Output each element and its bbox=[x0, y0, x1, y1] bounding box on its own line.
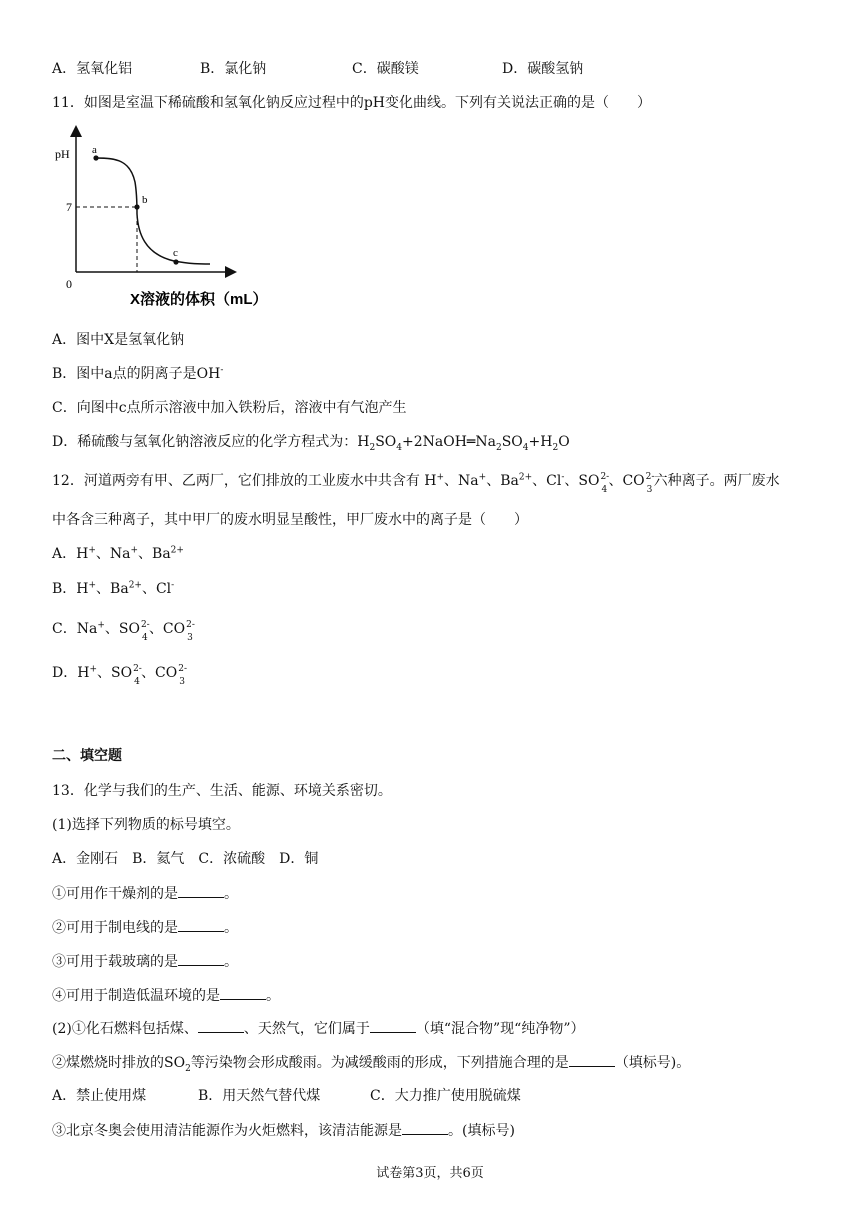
q12-option-d: D．H+、SO 2- 4 、CO 2- 3 bbox=[52, 664, 188, 687]
point-c bbox=[173, 259, 178, 264]
q13-item-3: ③可用于载玻璃的是 。 bbox=[52, 954, 238, 970]
point-b bbox=[134, 204, 139, 209]
q13-part2-a: (2)①化石燃料包括煤、 、天然气，它们属于 （填“混合物”现“纯净物”） bbox=[52, 1021, 585, 1037]
q13-stem: 13．化学与我们的生产、生活、能源、环境关系密切。 bbox=[52, 783, 392, 799]
q11-option-b: B．图中a点的阴离子是OH- bbox=[52, 365, 224, 382]
page-footer: 试卷第3页，共6页 bbox=[376, 1166, 484, 1181]
answer-blank[interactable] bbox=[178, 884, 224, 898]
answer-blank[interactable] bbox=[370, 1019, 416, 1033]
q12-stem-line2: 中各含三种离子，其中甲厂的废水明显呈酸性，甲厂废水中的离子是（ ） bbox=[52, 512, 528, 528]
point-a bbox=[93, 155, 98, 160]
q13-part2-b-option-a: A．禁止使用煤 bbox=[52, 1088, 147, 1104]
q11-option-a: A．图中X是氢氧化钠 bbox=[52, 332, 185, 348]
q10-option-b: B．氯化钠 bbox=[200, 61, 267, 77]
q13-part2-b-option-b: B．用天然气替代煤 bbox=[198, 1088, 321, 1104]
answer-blank[interactable] bbox=[569, 1053, 615, 1067]
origin-label: 0 bbox=[66, 277, 72, 291]
q13-item-2: ②可用于制电线的是 。 bbox=[52, 920, 238, 936]
x-axis-label: X溶液的体积（mL） bbox=[130, 291, 268, 308]
section-title: 二、填空题 bbox=[52, 748, 122, 764]
q12-option-a: A．H+、Na+、$Ba^{2+}$ bbox=[52, 545, 184, 562]
q12-stem-line1: 12．河道两旁有甲、乙两厂，它们排放的工业废水中共含有 H+、Na+、$Ba^{2+}$、Cl-、SO 2- 4 、CO 2- 3 六种离子。两厂废水 bbox=[52, 472, 780, 495]
q13-part2-b-option-c: C．大力推广使用脱硫煤 bbox=[370, 1088, 521, 1104]
q13-item-4: ④可用于制造低温环境的是 。 bbox=[52, 988, 280, 1004]
q13-item-1: ①可用作干燥剂的是 。 bbox=[52, 886, 238, 902]
ph-curve-figure bbox=[52, 122, 302, 312]
q11-option-c: C．向图中c点所示溶液中加入铁粉后，溶液中有气泡产生 bbox=[52, 400, 407, 416]
answer-blank[interactable] bbox=[178, 918, 224, 932]
answer-blank[interactable] bbox=[220, 986, 266, 1000]
ph-curve bbox=[96, 158, 210, 264]
answer-blank[interactable] bbox=[402, 1121, 448, 1135]
q11-option-d: D．稀硫酸与氢氧化钠溶液反应的化学方程式为：$H_2SO_4+2NaOH═Na_2SO_4+H_2O$ bbox=[52, 434, 570, 453]
q13-part2-c: ③北京冬奥会使用清洁能源作为火炬燃料，该清洁能源是 。(填标号) bbox=[52, 1123, 515, 1139]
q10-option-a: A．氢氧化铝 bbox=[52, 61, 133, 77]
answer-blank[interactable] bbox=[178, 952, 224, 966]
q13-part1-instruction: (1)选择下列物质的标号填空。 bbox=[52, 817, 240, 833]
q13-part1-options: A．金刚石 B．氦气 C．浓硫酸 D．铜 bbox=[52, 851, 319, 867]
q12-option-c: C．Na+、SO 2- 4 、CO 2- 3 bbox=[52, 620, 195, 643]
q12-option-b: B．H+、$Ba^{2+}$、Cl- bbox=[52, 580, 175, 597]
tick-seven: 7 bbox=[66, 200, 72, 214]
q11-stem: 11．如图是室温下稀硫酸和氢氧化钠反应过程中的pH变化曲线。下列有关说法正确的是（ ） bbox=[52, 95, 651, 111]
q10-option-c: C．碳酸镁 bbox=[352, 61, 419, 77]
label-a: a bbox=[92, 144, 97, 156]
q13-part2-b: ②煤燃烧时排放的$SO_2$等污染物会形成酸雨。为减缓酸雨的形成，下列措施合理的是 （填标号)。 bbox=[52, 1055, 691, 1074]
label-b: b bbox=[142, 194, 148, 206]
q10-option-d: D．碳酸氢钠 bbox=[502, 61, 584, 77]
label-c: c bbox=[173, 247, 178, 259]
answer-blank[interactable] bbox=[198, 1019, 244, 1033]
y-axis-label: pH bbox=[55, 147, 70, 161]
chemical-equation: $H_2SO_4+2NaOH═Na_2SO_4+H_2O$ bbox=[357, 434, 570, 453]
